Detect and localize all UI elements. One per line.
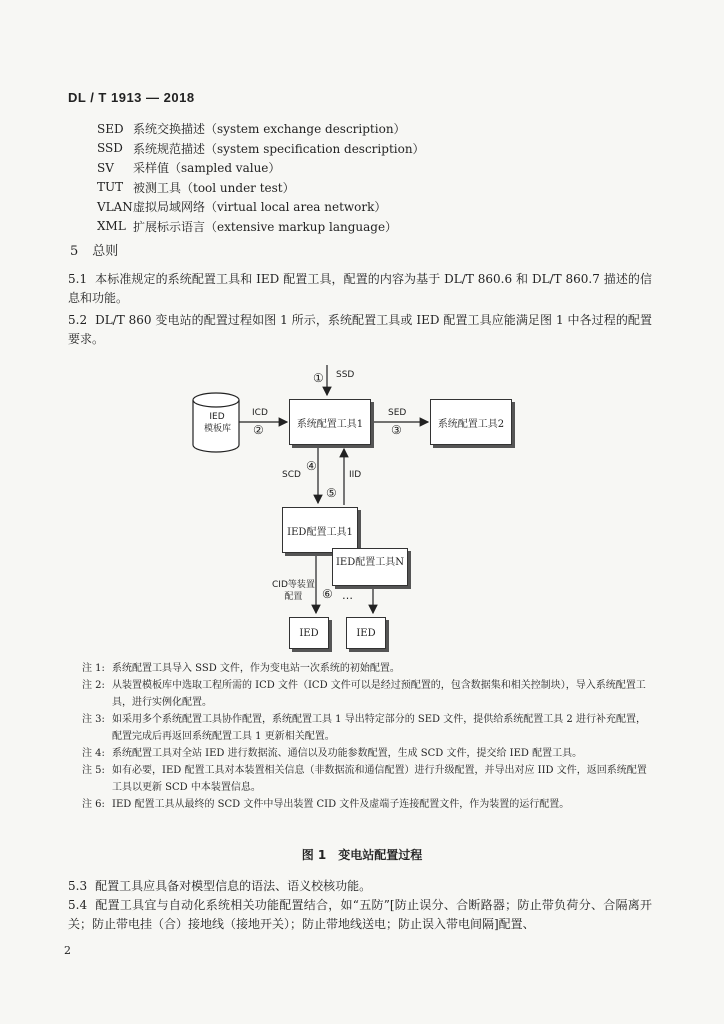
- system-config-tool-1: 系统配置工具1: [289, 399, 371, 445]
- step-5-marker: ⑤: [326, 486, 337, 500]
- note-text: 系统配置工具导入 SSD 文件，作为变电站一次系统的初始配置。: [112, 663, 400, 674]
- note-label: 注 2:: [82, 680, 105, 691]
- abbreviation-definition: 采样值（sampled value）: [133, 161, 281, 176]
- ellipsis-label: …: [342, 589, 353, 602]
- paragraph-5-4: [68, 896, 652, 934]
- clause-number: 5.1: [68, 272, 88, 286]
- clause-text: 配置工具应具备对模型信息的语法、语义校核功能。: [95, 879, 372, 893]
- clause-number: 5.2: [68, 313, 88, 327]
- note-item: [82, 711, 652, 745]
- clause-number: 5.3: [68, 879, 88, 893]
- figure-number: 图 1: [301, 848, 327, 862]
- note-text: 从装置模板库中选取工程所需的 ICD 文件（ICD 文件可以是经过预配置的，包含数据集和相关控制块），导入系统配置工具，进行实例化配置。: [112, 680, 646, 708]
- paragraph-5-2: [68, 311, 652, 349]
- note-text: IED 配置工具从最终的 SCD 文件中导出装置 CID 文件及虚端子连接配置文件，作为装置的运行配置。: [112, 799, 570, 810]
- ied-config-tool-1: IED配置工具1: [282, 507, 358, 553]
- paragraph-5-3: [68, 877, 652, 896]
- abbreviation-list: [97, 119, 425, 236]
- note-item: [82, 677, 652, 711]
- abbreviation-definition: 系统交换描述（system exchange description）: [133, 122, 406, 137]
- system-config-tool-2: 系统配置工具2: [430, 399, 512, 445]
- figure-caption: [0, 846, 724, 863]
- section-title: 总则: [92, 244, 119, 259]
- note-text: 如采用多个系统配置工具协作配置，系统配置工具 1 导出特定部分的 SED 文件，提供给系统配置工具 2 进行补充配置，配置完成后再返回系统配置工具 1 更新相关配置。: [112, 714, 646, 742]
- ied-device: IED: [289, 617, 329, 649]
- note-item: [82, 660, 652, 677]
- figure-title: 变电站配置过程: [338, 848, 423, 862]
- abbreviation-term: SV: [97, 160, 114, 175]
- ied-device: IED: [346, 617, 386, 649]
- note-text: 如有必要，IED 配置工具对本装置相关信息（非数据流和通信配置）进行升级配置，并导出对应 IID 文件，返回系统配置工具以更新 SCD 中本装置信息。: [112, 765, 647, 793]
- abbreviation-term: TUT: [97, 180, 124, 195]
- abbreviation-item: [97, 139, 425, 159]
- abbreviation-term: XML: [97, 219, 126, 234]
- step-3-marker: ③: [391, 423, 402, 437]
- abbreviation-term: SSD: [97, 141, 123, 156]
- abbreviation-definition: 系统规范描述（system specification description）: [133, 141, 425, 156]
- note-item: [82, 762, 652, 796]
- ied-config-tool-n: IED配置工具N: [332, 548, 408, 586]
- abbreviation-item: [97, 178, 425, 198]
- cid-label: CID等装置 配置: [272, 580, 315, 602]
- step-1-marker: ①: [313, 371, 324, 385]
- note-label: 注 4:: [82, 748, 105, 759]
- clause-text: 本标准规定的系统配置工具和 IED 配置工具，配置的内容为基于 DL/T 860.6 和 DL/T 860.7 描述的信息和功能。: [68, 272, 652, 305]
- abbreviation-term: VLAN: [97, 199, 133, 214]
- abbreviation-item: [97, 158, 425, 178]
- figure-notes: [82, 660, 652, 813]
- clause-number: 5.4: [68, 898, 88, 912]
- abbreviation-item: [97, 217, 425, 237]
- abbreviation-definition: 扩展标示语言（extensive markup language）: [133, 219, 398, 234]
- icd-label: ICD: [252, 408, 268, 418]
- configuration-process-diagram: [0, 355, 724, 655]
- step-2-marker: ②: [253, 423, 264, 437]
- iid-label: IID: [349, 470, 362, 480]
- clause-text: 配置工具宜与自动化系统相关功能配置结合，如“五防”[防止误分、合断路器；防止带负荷分、合隔离开关；防止带电挂（合）接地线（接地开关）；防止带地线送电；防止误入带电间隔]配置、: [68, 898, 652, 931]
- note-label: 注 3:: [82, 714, 105, 725]
- step-4-marker: ④: [306, 459, 317, 473]
- note-label: 注 6:: [82, 799, 105, 810]
- abbreviation-definition: 虚拟局域网络（virtual local area network）: [133, 200, 387, 215]
- standard-code: DL / T 1913 — 2018: [68, 90, 195, 105]
- page-number: 2: [64, 944, 71, 957]
- ssd-label: SSD: [336, 370, 355, 380]
- clause-text: DL/T 860 变电站的配置过程如图 1 所示，系统配置工具或 IED 配置工具应能满足图 1 中各过程的配置要求。: [68, 313, 652, 346]
- note-text: 系统配置工具对全站 IED 进行数据流、通信以及功能参数配置，生成 SCD 文件，提交给 IED 配置工具。: [112, 748, 583, 759]
- ied-template-library: IED 模板库: [204, 412, 232, 434]
- step-6-marker: ⑥: [322, 587, 333, 601]
- note-label: 注 5:: [82, 765, 105, 776]
- abbreviation-term: SED: [97, 121, 124, 136]
- note-item: [82, 796, 652, 813]
- sed-label: SED: [388, 408, 407, 418]
- paragraph-5-1: [68, 270, 652, 308]
- section-number: 5: [70, 244, 79, 259]
- abbreviation-item: [97, 197, 425, 217]
- abbreviation-definition: 被测工具（tool under test）: [133, 180, 295, 195]
- abbreviation-item: [97, 119, 425, 139]
- note-label: 注 1:: [82, 663, 105, 674]
- note-item: [82, 745, 652, 762]
- section-heading: [70, 240, 118, 259]
- scd-label: SCD: [282, 470, 301, 480]
